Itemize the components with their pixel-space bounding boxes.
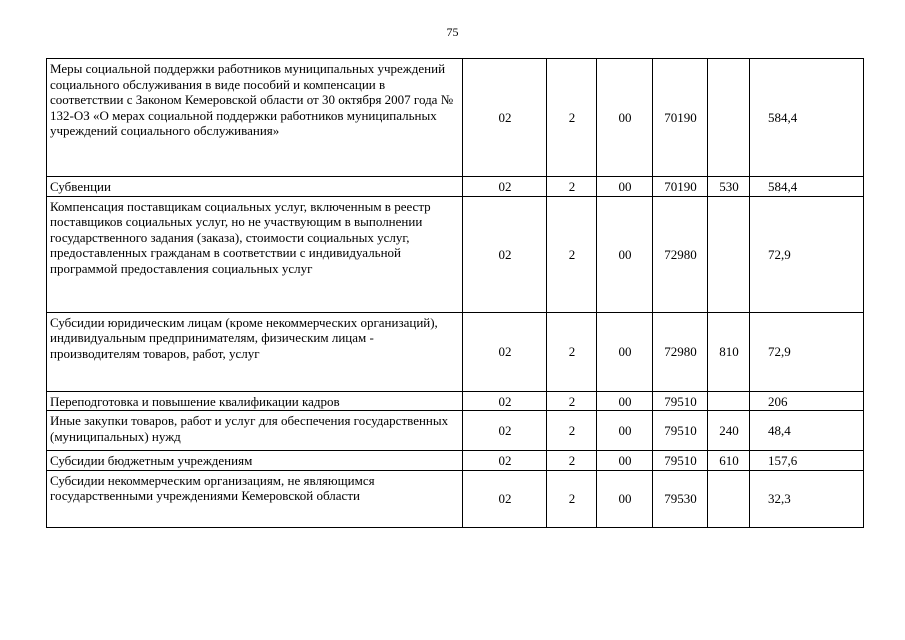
row-name: Компенсация поставщикам социальных услуг, включенным в реестр поставщиков социальных услуг, но не участвующим в выполнении государственного задания (заказа), стоимости социальных услуг, предоставленных гражданам в соответствии с индивидуальной программой предоставления социальных услуг (47, 196, 463, 312)
row-code: 72980 (653, 312, 708, 391)
row-amount: 206 (750, 391, 864, 411)
row-amount: 32,3 (750, 470, 864, 527)
row-amount: 584,4 (750, 177, 864, 197)
row-name: Переподготовка и повышение квалификации кадров (47, 391, 463, 411)
row-amount: 72,9 (750, 196, 864, 312)
row-program: 2 (547, 59, 597, 177)
table-row (47, 59, 864, 177)
row-code: 79510 (653, 451, 708, 471)
row-program: 2 (547, 177, 597, 197)
row-code: 79530 (653, 470, 708, 527)
row-expense-type (708, 59, 750, 177)
row-name: Субсидии некоммерческим организациям, не являющимся государственными учреждениями Кемеровской области (47, 470, 463, 527)
row-program: 2 (547, 451, 597, 471)
row-program: 2 (547, 312, 597, 391)
row-section: 02 (463, 451, 547, 471)
row-code: 70190 (653, 177, 708, 197)
row-program: 2 (547, 196, 597, 312)
row-subprogram: 00 (597, 196, 653, 312)
row-section: 02 (463, 59, 547, 177)
table-row (47, 196, 864, 312)
row-subprogram: 00 (597, 411, 653, 451)
table-row (47, 391, 864, 411)
table-row (47, 411, 864, 451)
table-row (47, 470, 864, 527)
row-section: 02 (463, 391, 547, 411)
row-expense-type: 610 (708, 451, 750, 471)
row-expense-type (708, 196, 750, 312)
row-subprogram: 00 (597, 59, 653, 177)
row-subprogram: 00 (597, 177, 653, 197)
row-amount: 72,9 (750, 312, 864, 391)
row-section: 02 (463, 411, 547, 451)
page-number: 75 (446, 25, 459, 39)
table-row (47, 312, 864, 391)
row-code: 70190 (653, 59, 708, 177)
row-expense-type (708, 391, 750, 411)
row-subprogram: 00 (597, 470, 653, 527)
row-subprogram: 00 (597, 451, 653, 471)
row-name: Иные закупки товаров, работ и услуг для обеспечения государственных (муниципальных) нужд (47, 411, 463, 451)
row-expense-type (708, 470, 750, 527)
table-row (47, 177, 864, 197)
row-amount: 157,6 (750, 451, 864, 471)
row-section: 02 (463, 312, 547, 391)
row-program: 2 (547, 470, 597, 527)
row-code: 72980 (653, 196, 708, 312)
budget-table (46, 58, 864, 528)
table-row (47, 451, 864, 471)
row-section: 02 (463, 177, 547, 197)
row-section: 02 (463, 196, 547, 312)
row-name: Субсидии бюджетным учреждениям (47, 451, 463, 471)
row-code: 79510 (653, 391, 708, 411)
row-name: Субвенции (47, 177, 463, 197)
row-amount: 48,4 (750, 411, 864, 451)
row-section: 02 (463, 470, 547, 527)
row-expense-type: 240 (708, 411, 750, 451)
row-code: 79510 (653, 411, 708, 451)
row-program: 2 (547, 411, 597, 451)
row-name: Субсидии юридическим лицам (кроме некоммерческих организаций), индивидуальным предпринимателям, физическим лицам - производителям товаров, работ, услуг (47, 312, 463, 391)
row-amount: 584,4 (750, 59, 864, 177)
row-expense-type: 810 (708, 312, 750, 391)
row-name: Меры социальной поддержки работников муниципальных учреждений социального обслуживания в виде пособий и компенсации в соответствии с Законом Кемеровской области от 30 октября 2007 года № 132-ОЗ «О мерах социальной поддержки работников муниципальных учреждений социального обслуживания» (47, 59, 463, 177)
row-expense-type: 530 (708, 177, 750, 197)
row-subprogram: 00 (597, 312, 653, 391)
row-program: 2 (547, 391, 597, 411)
row-subprogram: 00 (597, 391, 653, 411)
